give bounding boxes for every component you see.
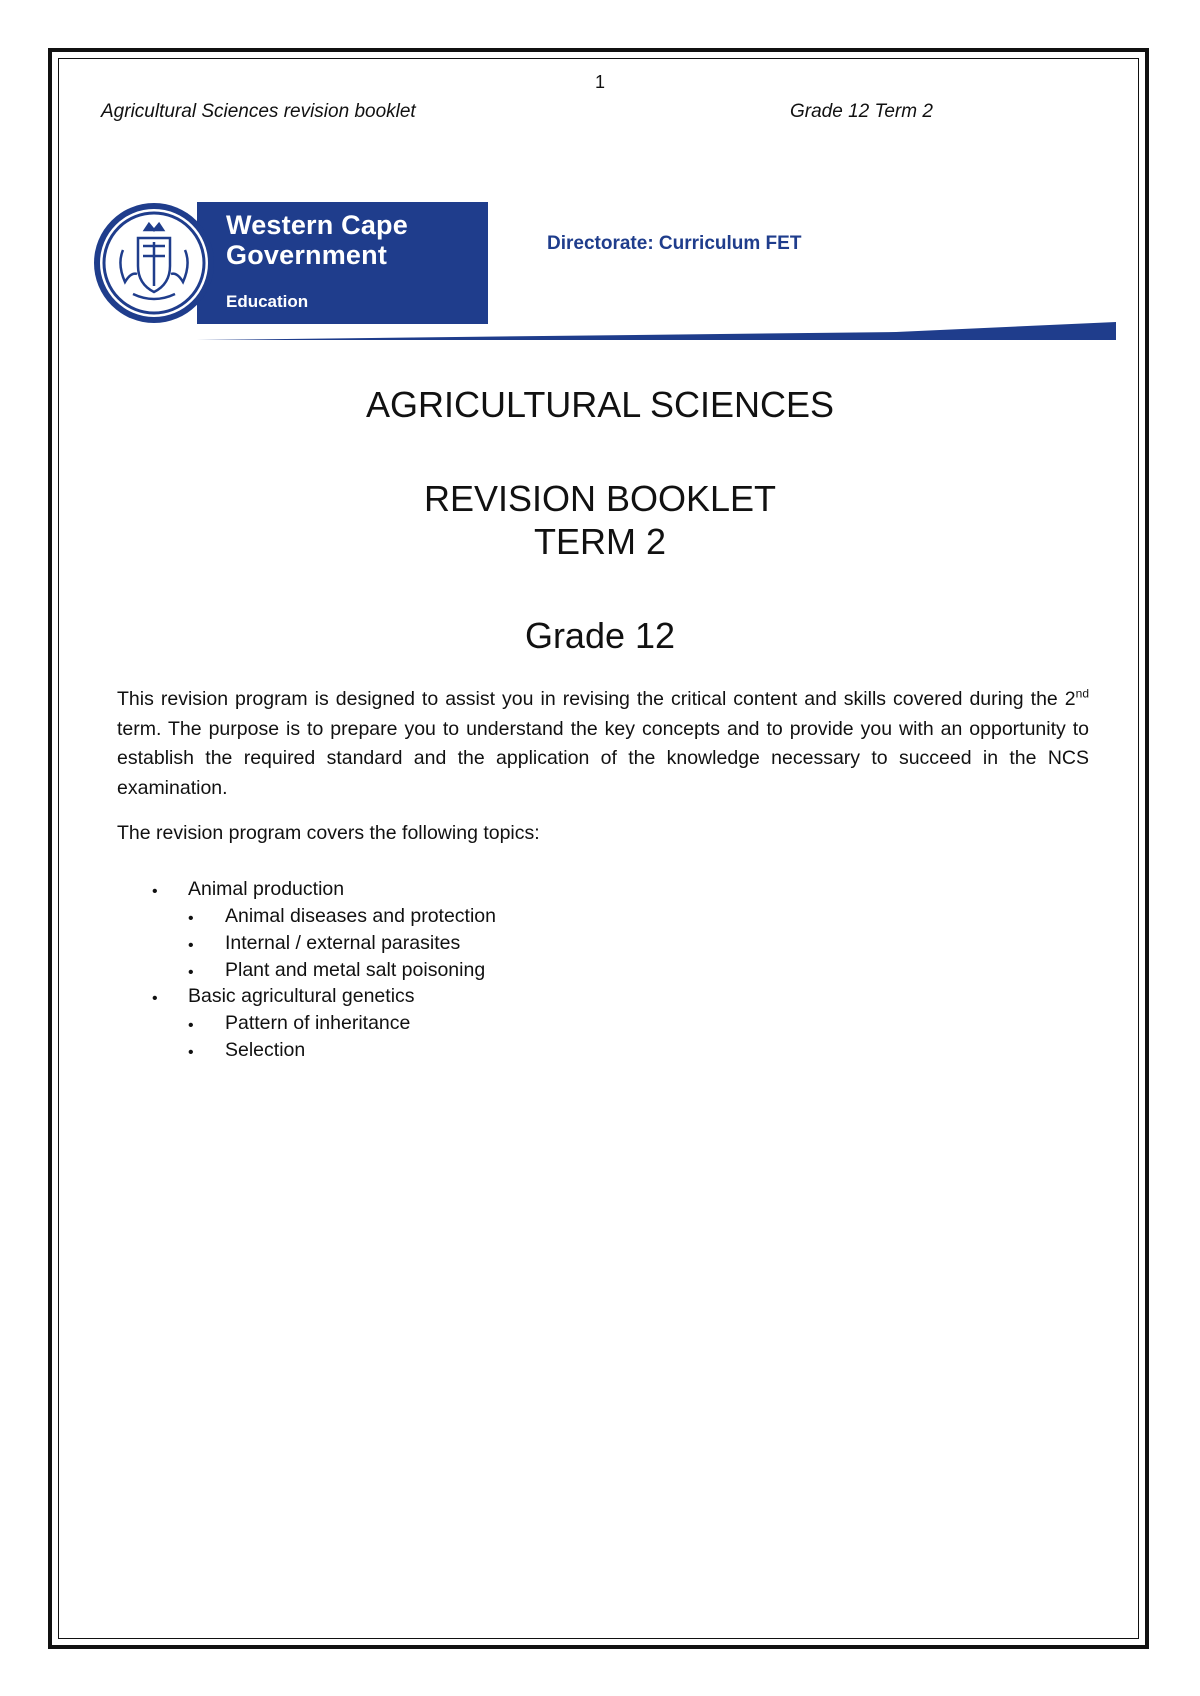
- term-title: TERM 2: [533, 521, 666, 562]
- topic-animal-production: Animal production: [188, 878, 345, 900]
- bullet-icon: •: [188, 910, 194, 927]
- logo-text-western-cape: Western Cape: [226, 210, 408, 240]
- bullet-icon: •: [188, 964, 194, 981]
- subtopic-item: Selection: [225, 1039, 306, 1061]
- bullet-icon: •: [188, 937, 194, 954]
- logo-text-government: Government: [226, 240, 388, 270]
- intro-text-2: term. The purpose is to prepare you to understand the key concepts and to provide you with an opportunity to establish the required standard and the application of the knowledge necessary to succeed in the NCS examination.: [117, 717, 1089, 799]
- logo-text-education: Education: [226, 292, 309, 311]
- bullet-icon: •: [188, 1017, 194, 1034]
- topic-basic-agricultural-genetics: Basic agricultural genetics: [188, 985, 415, 1007]
- subtopic-item: Animal diseases and protection: [225, 905, 496, 927]
- header-swoosh: [196, 318, 1116, 342]
- bullet-icon: •: [152, 990, 158, 1007]
- subject-title: AGRICULTURAL SCIENCES: [365, 384, 835, 425]
- running-header-left: Agricultural Sciences revision booklet: [101, 101, 416, 122]
- subtopic-item: Plant and metal salt poisoning: [225, 959, 486, 981]
- intro-sup: nd: [1075, 686, 1089, 701]
- subtopic-item: Internal / external parasites: [225, 932, 461, 954]
- directorate-label: Directorate: Curriculum FET: [547, 233, 802, 254]
- grade-title: Grade 12: [524, 615, 676, 656]
- running-header-right: Grade 12 Term 2: [790, 101, 933, 122]
- topics-intro: The revision program covers the following topics:: [117, 822, 540, 844]
- subtopic-item: Pattern of inheritance: [225, 1012, 411, 1034]
- intro-text-1: This revision program is designed to assist you in revising the critical content and skills covered during the 2: [117, 688, 1076, 710]
- intro-paragraph: [117, 685, 1089, 803]
- booklet-title: REVISION BOOKLET: [423, 478, 777, 519]
- bullet-icon: •: [188, 1044, 194, 1061]
- bullet-icon: •: [152, 883, 158, 900]
- page-number: 1: [594, 72, 605, 92]
